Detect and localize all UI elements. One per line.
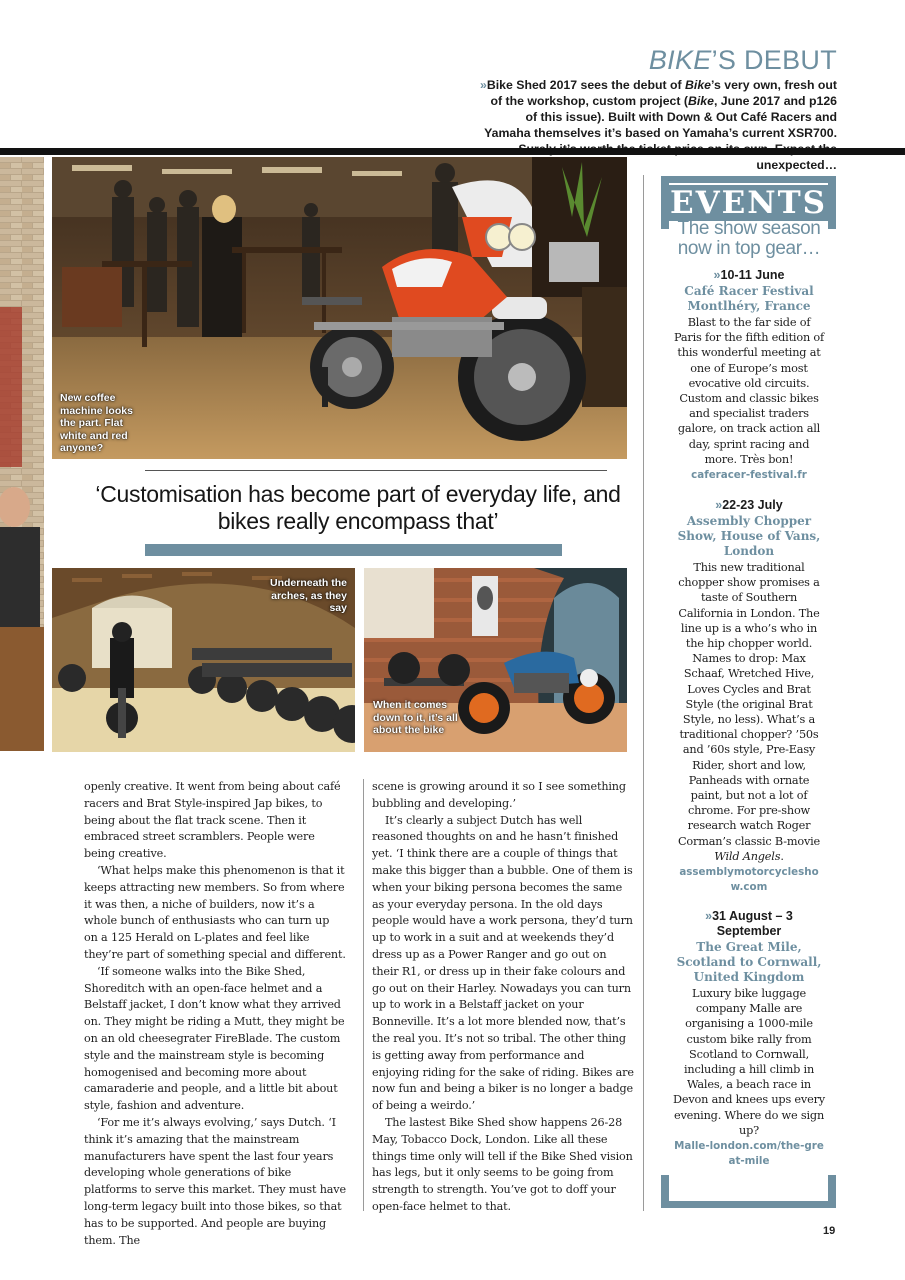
gallery-photo [364,568,627,752]
events-footer-frame [661,1175,836,1208]
paragraph: It’s clearly a subject Dutch has well reasoned thoughts on and he hasn’t finished yet. ‘I think there are a couple of things that make this bigger than a bubble. One of them is when your biking persona becomes the same as your everyday persona. In the old days people would have a work persona, they’d turn up to work in a suit and at weekends they’d dress up as a Power Ranger and go out on their R1, or dress up in their fake colours and go out on their Harley. Nowadays you can turn up to work in a Belstaff jacket on your Bonneville. It’s a lot more blended now, that’s the real you. It’s not so tribal. The other thing is getting away from performance and enjoying riding for the sake of riding. Bikes are now fun and being a biker is no longer a badge of being a weirdo.’ [372,813,634,1113]
paragraph: scene is growing around it so I see something bubbling and developing.’ [372,780,626,810]
events-subtitle: The show season now in top gear… [677,218,821,259]
chevron-icon: » [480,78,487,92]
article-column-1 [84,779,346,1249]
event-item [673,498,825,895]
event-date: »10-11 June [713,268,785,282]
arches-photo [52,568,355,752]
event-link[interactable]: assemblymotorcycleshow.com [679,866,819,894]
paragraph: The lastest Bike Shed show happens 26-28 May, Tobacco Dock, London. Like all these things time only will tell if the Bike Shed vision has legs, but it only seems to be going from strength to strength. You’ve got to doff your open-face helmet to that. [372,1115,633,1213]
main-photo-caption: New coffee machine looks the part. Flat white and red anyone? [60,392,133,454]
event-link[interactable]: caferacer-festival.fr [691,469,807,482]
column-divider [363,779,364,1211]
quote-rule [145,470,607,471]
pull-quote: ‘Customisation has become part of everyday life, and bikes really encompass that’ [95,481,621,534]
paragraph: ‘For me it’s always evolving,’ says Dutch. ‘I think it’s amazing that the mainstream manufacturers have spent the last four years developing whole generations of bike platforms to serve this market. They must have long-term legacy built into those bikes, so that has to be supported. And people are buying them. The [84,1115,346,1247]
page-number: 19 [823,1225,836,1237]
event-name: The Great Mile, Scotland to Cornwall, United Kingdom [676,940,822,984]
debut-text: »Bike Shed 2017 sees the debut of Bike’s very own, fresh out of the workshop, custom project (Bike, June 2017 and p126 of this issue). Built with Down & Out Café Racers and Yamaha themselves it’s based on Yamaha’s current XSR700. unexpected… [480,78,837,172]
paragraph: openly creative. It went from being about café racers and Brat Style-inspired Jap bikes, to being about the flat track scene. Then it embraced street scramblers. People were being creative. [84,780,341,861]
left-edge-photo [0,157,44,751]
event-date: »31 August – 3 September [705,909,793,938]
event-date: »22-23 July [715,498,783,512]
main-photo-cafe-racer [52,157,627,459]
article-column-2 [372,779,634,1216]
event-link[interactable]: Malle-london.com/the-great-mile [674,1140,824,1168]
event-description: Luxury bike luggage company Malle are organising a 1000-mile custom bike rally from Scotland to Cornwall, including a hill climb in Wales, a beach race in Devon and knees ups every evening. Where do we sign up? [673,987,825,1137]
top-rule [0,148,905,155]
paragraph: ‘What helps make this phenomenon is that it keeps attracting new members. So from where it was then, a niche of builders, now it’s a whole bunch of enthusiasts who can turn up on a 125 Herald on L-plates and feel like they’re part of something special and different. [84,863,346,961]
event-name: Café Racer Festival Montlhéry, France [684,284,814,313]
events-title: EVENTS [664,185,833,221]
chevron-icon: » [715,498,723,512]
event-description: This new traditional chopper show promises a taste of Southern California in London. The line up is a who’s who in the hip chopper world. Names to drop: Max Schaaf, Wretched Hive, Loves Cycles and Brat Style (the original Brat Style, no less). What’s a traditional chopper? ’50s and ’60s style, Pre-Easy Rider, short and low, Panheads with ornate paint, but not a lot of chrome. For pre-show research watch Roger Corman’s classic B-movie Wild Angels. [677,561,821,863]
gallery-photo-caption: When it comes down to it, it’s all about the bike [373,699,458,736]
chevron-icon: » [713,268,721,282]
paragraph: ‘If someone walks into the Bike Shed, Shoreditch with an open-face helmet and a Belstaff jacket, I don’t know what they arrived on. They might be riding a Mutt, they might be on an old cheesegrater FireBlade. The custom style and the mainstream style is becoming homogenised and becoming more about camaraderie and people, and a little bit about style, fashion and adventure. [84,964,345,1113]
event-item [673,268,825,483]
event-name: Assembly Chopper Show, House of Vans, London [677,514,821,558]
chevron-icon: » [705,909,713,923]
sidebar-divider [643,175,644,1211]
debut-title: BIKE’S DEBUT [648,45,837,75]
event-description: Blast to the far side of Paris for the fifth edition of this wonderful meeting at one of Europe’s most evocative old circuits. Custom and classic bikes and specialist traders galore, on track action all day, sprint racing and more. Très bon! [673,316,824,466]
event-item [673,909,825,1169]
arches-photo-caption: Underneath the arches, as they say [269,577,347,614]
quote-bar [145,544,562,556]
